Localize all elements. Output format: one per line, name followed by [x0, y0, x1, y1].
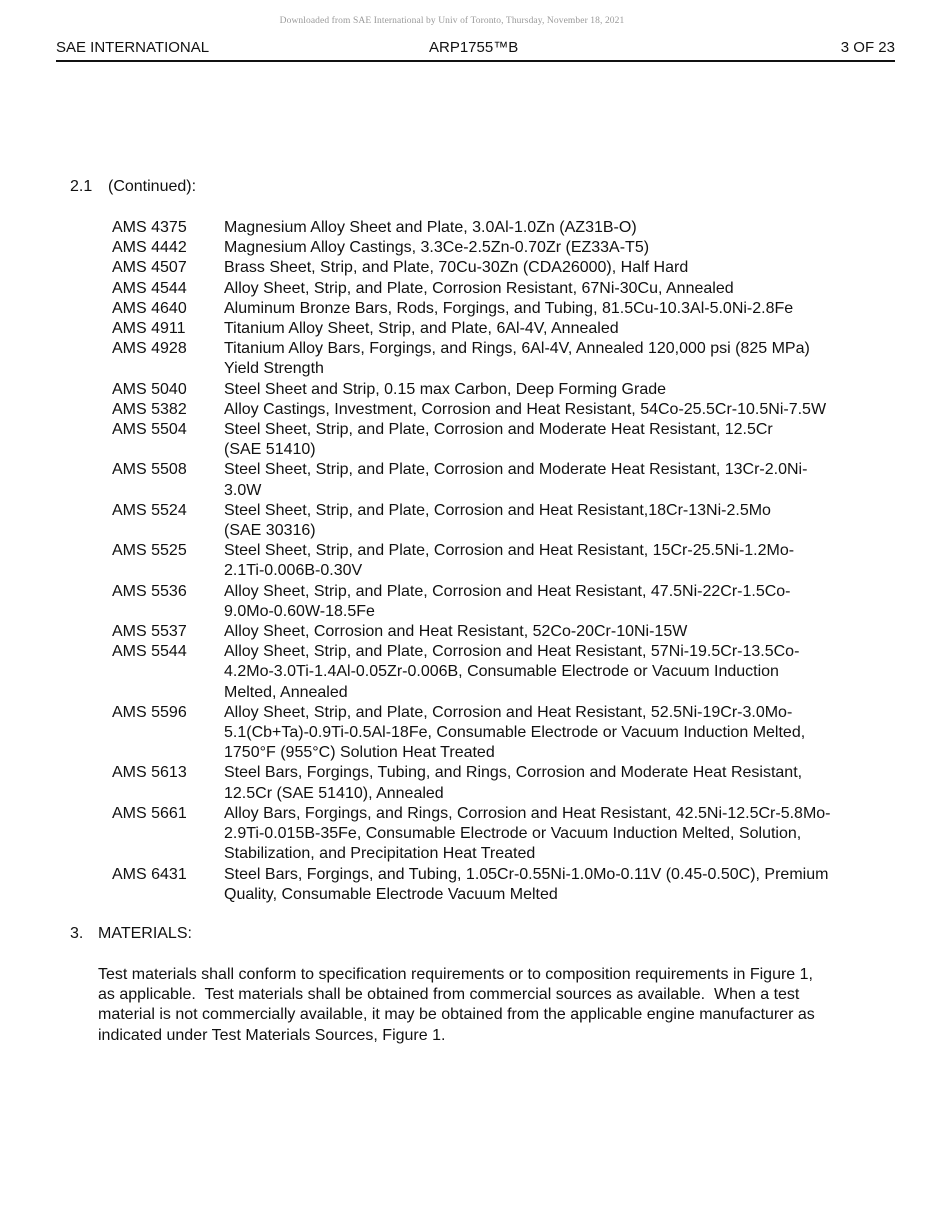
reference-title-line: Stabilization, and Precipitation Heat Treated	[224, 845, 536, 863]
reference-code: AMS 4375	[112, 219, 187, 236]
reference-code: AMS 4911	[112, 320, 186, 338]
reference-title-line: Titanium Alloy Sheet, Strip, and Plate, 6Al-4V, Annealed	[224, 320, 619, 338]
reference-code: AMS 5613	[112, 764, 187, 782]
reference-entry	[112, 622, 892, 642]
reference-entry	[112, 380, 892, 400]
reference-entry	[112, 420, 892, 460]
reference-title	[224, 541, 892, 581]
reference-title	[224, 339, 892, 379]
reference-title-line: Melted, Annealed	[224, 683, 348, 701]
reference-code: AMS 5525	[112, 542, 187, 560]
reference-entry	[112, 299, 892, 319]
reference-title	[224, 865, 892, 905]
paragraph-line: indicated under Test Materials Sources, Figure 1.	[98, 1026, 446, 1044]
reference-list	[112, 218, 892, 905]
reference-title-line: Steel Sheet and Strip, 0.15 max Carbon, Deep Forming Grade	[224, 380, 667, 398]
reference-entry	[112, 258, 892, 278]
section-number: 3.	[70, 925, 84, 942]
reference-title-line: 9.0Mo-0.60W-18.5Fe	[224, 602, 375, 620]
reference-entry	[112, 460, 892, 500]
reference-code: AMS 5524	[112, 501, 187, 519]
reference-entry	[112, 865, 892, 905]
reference-code: AMS 5537	[112, 623, 187, 641]
reference-code: AMS 4640	[112, 299, 187, 317]
reference-title-line: 4.2Mo-3.0Ti-1.4Al-0.05Zr-0.006B, Consumable Electrode or Vacuum Induction	[224, 663, 779, 681]
reference-title	[224, 258, 892, 278]
reference-title-line: Alloy Sheet, Corrosion and Heat Resistant, 52Co-20Cr-10Ni-15W	[224, 623, 688, 641]
reference-title-line: (SAE 51410)	[224, 441, 316, 459]
reference-title-line: Magnesium Alloy Sheet and Plate, 3.0Al-1.0Zn (AZ31B-O)	[224, 219, 637, 236]
reference-entry	[112, 703, 892, 764]
reference-title-line: Alloy Sheet, Strip, and Plate, Corrosion and Heat Resistant, 47.5Ni-22Cr-1.5Co-	[224, 582, 791, 600]
reference-title-line: Alloy Sheet, Strip, and Plate, Corrosion Resistant, 67Ni-30Cu, Annealed	[224, 279, 734, 297]
reference-title-line: Steel Sheet, Strip, and Plate, Corrosion and Heat Resistant,18Cr-13Ni-2.5Mo	[224, 501, 771, 519]
reference-code: AMS 5596	[112, 703, 187, 721]
page-header	[56, 39, 895, 59]
reference-entry	[112, 218, 892, 238]
reference-entry	[112, 582, 892, 622]
reference-code: AMS 5382	[112, 400, 187, 418]
reference-title-line: Alloy Sheet, Strip, and Plate, Corrosion and Heat Resistant, 57Ni-19.5Cr-13.5Co-	[224, 643, 800, 661]
reference-title-line: 1750°F (955°C) Solution Heat Treated	[224, 744, 495, 762]
reference-code: AMS 5661	[112, 804, 187, 822]
reference-title	[224, 622, 892, 642]
reference-title-line: Alloy Castings, Investment, Corrosion and Heat Resistant, 54Co-25.5Cr-10.5Ni-7.5W	[224, 400, 827, 418]
reference-title-line: Yield Strength	[224, 360, 324, 378]
reference-title-line: Steel Sheet, Strip, and Plate, Corrosion and Moderate Heat Resistant, 12.5Cr	[224, 421, 773, 439]
reference-code: AMS 5508	[112, 461, 187, 479]
reference-title	[224, 703, 892, 764]
header-organization: SAE INTERNATIONAL	[56, 39, 210, 56]
reference-entry	[112, 642, 892, 703]
reference-title-line: Magnesium Alloy Castings, 3.3Ce-2.5Zn-0.70Zr (EZ33A-T5)	[224, 239, 650, 257]
reference-title-line: Steel Bars, Forgings, and Tubing, 1.05Cr-0.55Ni-1.0Mo-0.11V (0.45-0.50C), Premium	[224, 865, 829, 883]
reference-code: AMS 4507	[112, 259, 187, 277]
reference-title-line: (SAE 30316)	[224, 522, 316, 540]
reference-title	[224, 319, 892, 339]
section-number: 2.1	[70, 178, 93, 195]
reference-code: AMS 5504	[112, 421, 187, 439]
reference-code: AMS 5544	[112, 643, 187, 661]
reference-code: AMS 4544	[112, 279, 187, 297]
reference-entry	[112, 400, 892, 420]
header-page-number: 3 OF 23	[840, 39, 895, 56]
reference-entry	[112, 279, 892, 299]
reference-title	[224, 400, 892, 420]
reference-code: AMS 5536	[112, 582, 187, 600]
reference-title	[224, 420, 892, 460]
reference-title-line: 3.0W	[224, 481, 262, 499]
reference-title-line: Alloy Bars, Forgings, and Rings, Corrosion and Heat Resistant, 42.5Ni-12.5Cr-5.8Mo-	[224, 804, 831, 822]
reference-title	[224, 299, 892, 319]
reference-title-line: Alloy Sheet, Strip, and Plate, Corrosion and Heat Resistant, 52.5Ni-19Cr-3.0Mo-	[224, 703, 793, 721]
reference-title	[224, 218, 892, 238]
reference-title	[224, 763, 892, 803]
reference-title-line: Titanium Alloy Bars, Forgings, and Rings, 6Al-4V, Annealed 120,000 psi (825 MPa)	[224, 340, 810, 358]
reference-code: AMS 6431	[112, 865, 187, 883]
reference-entry	[112, 238, 892, 258]
reference-title-line: Steel Sheet, Strip, and Plate, Corrosion and Heat Resistant, 15Cr-25.5Ni-1.2Mo-	[224, 542, 795, 560]
section-label: (Continued):	[108, 178, 197, 195]
reference-entry	[112, 763, 892, 803]
header-rule	[56, 60, 895, 62]
reference-title-line: Steel Bars, Forgings, Tubing, and Rings, Corrosion and Moderate Heat Resistant,	[224, 764, 803, 782]
reference-entry	[112, 339, 892, 379]
paragraph-line: as applicable. Test materials shall be obtained from commercial sources as available. When a test	[98, 986, 800, 1004]
reference-code: AMS 5040	[112, 380, 187, 398]
materials-paragraph	[98, 965, 878, 1046]
reference-title	[224, 501, 892, 541]
reference-title	[224, 460, 892, 500]
reference-entry	[112, 319, 892, 339]
reference-title-line: Steel Sheet, Strip, and Plate, Corrosion and Moderate Heat Resistant, 13Cr-2.0Ni-	[224, 461, 808, 479]
section-2-1-heading	[70, 178, 196, 196]
section-3-heading	[70, 925, 192, 943]
paragraph-line: material is not commercially available, it may be obtained from the applicable engine manufacturer as	[98, 1006, 815, 1024]
reference-title-line: Brass Sheet, Strip, and Plate, 70Cu-30Zn (CDA26000), Half Hard	[224, 259, 689, 277]
reference-title-line: 12.5Cr (SAE 51410), Annealed	[224, 784, 444, 802]
section-title: MATERIALS:	[98, 925, 192, 942]
reference-code: AMS 4442	[112, 239, 187, 257]
reference-title	[224, 279, 892, 299]
reference-title	[224, 804, 892, 865]
reference-code: AMS 4928	[112, 340, 187, 358]
reference-title-line: Aluminum Bronze Bars, Rods, Forgings, and Tubing, 81.5Cu-10.3Al-5.0Ni-2.8Fe	[224, 299, 794, 317]
reference-title-line: 5.1(Cb+Ta)-0.9Ti-0.5Al-18Fe, Consumable Electrode or Vacuum Induction Melted,	[224, 724, 806, 742]
reference-entry	[112, 541, 892, 581]
reference-title-line: Quality, Consumable Electrode Vacuum Melted	[224, 885, 558, 903]
header-document-id: ARP1755™B	[429, 39, 519, 56]
reference-title-line: 2.9Ti-0.015B-35Fe, Consumable Electrode or Vacuum Induction Melted, Solution,	[224, 825, 802, 843]
reference-title-line: 2.1Ti-0.006B-0.30V	[224, 562, 363, 580]
reference-title	[224, 642, 892, 703]
paragraph-line: Test materials shall conform to specification requirements or to composition requirements in Figure 1,	[98, 966, 813, 983]
reference-title	[224, 238, 892, 258]
download-watermark: Downloaded from SAE International by Univ of Toronto, Thursday, November 18, 2021	[279, 16, 625, 26]
reference-entry	[112, 804, 892, 865]
reference-title	[224, 582, 892, 622]
reference-title	[224, 380, 892, 400]
reference-entry	[112, 501, 892, 541]
